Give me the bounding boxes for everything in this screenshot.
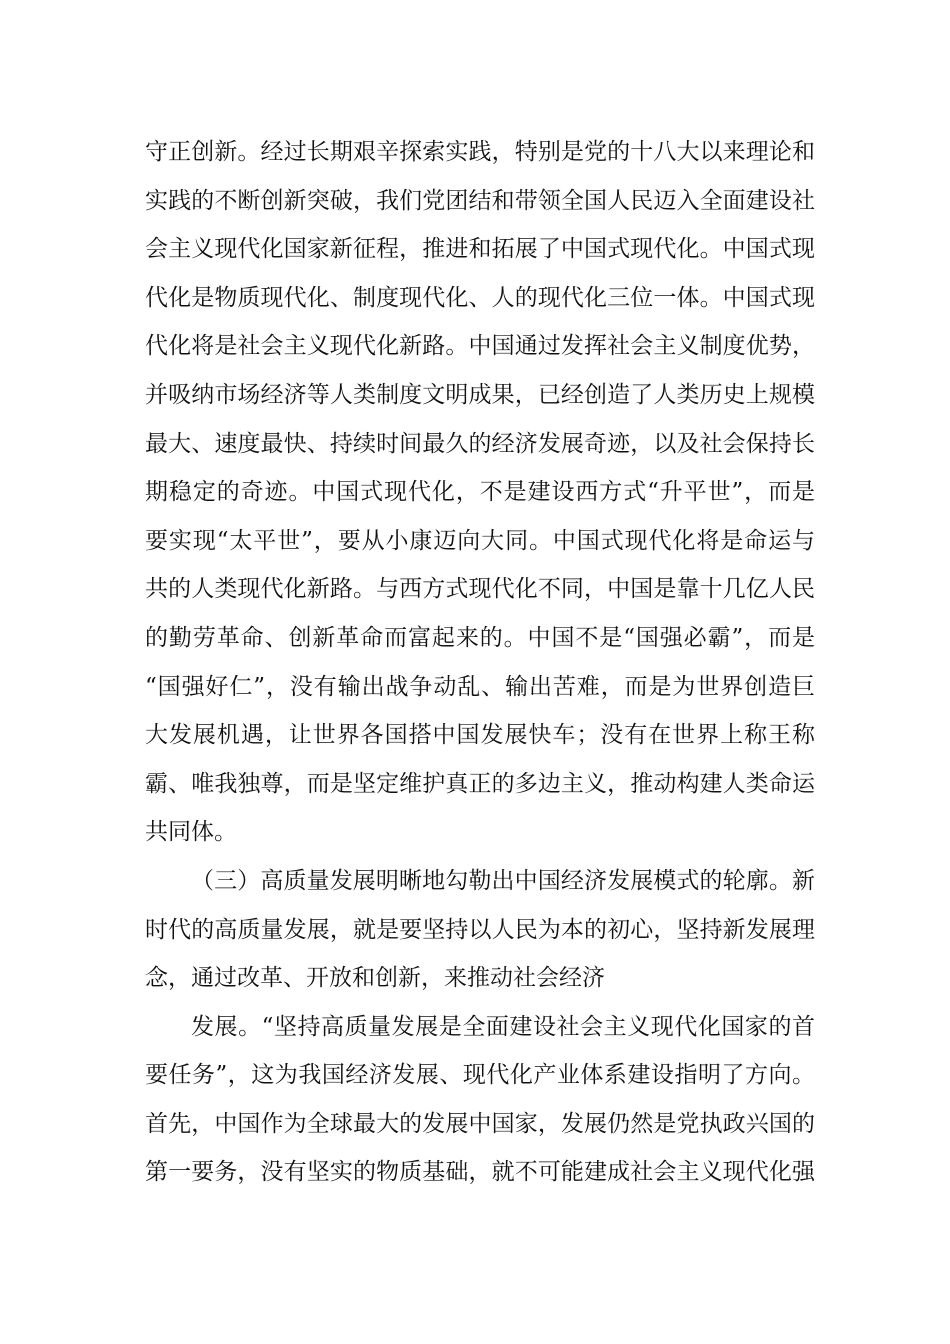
text-line: 最大、速度最快、持续时间最久的经济发展奇迹，以及社会保持长 (145, 430, 815, 457)
text-line: 要实现“太平世”，要从小康迈向大同。中国式现代化将是命运与 (145, 527, 815, 554)
document-body (145, 128, 815, 1197)
text-line: 霸、唯我独尊，而是坚定维护真正的多边主义，推动构建人类命运 (145, 770, 815, 797)
text-line: 共的人类现代化新路。与西方式现代化不同，中国是靠十几亿人民 (145, 576, 815, 603)
text-line: 会主义现代化国家新征程，推进和拓展了中国式现代化。中国式现 (145, 236, 815, 263)
text-line: 实践的不断创新突破，我们党团结和带领全国人民迈入全面建设社 (145, 187, 815, 214)
text-line: 首先，中国作为全球最大的发展中国家，发展仍然是党执政兴国的 (145, 1110, 815, 1137)
text-line: 共同体。 (145, 819, 237, 846)
text-line: 大发展机遇，让世界各国搭中国发展快车；没有在世界上称王称 (145, 722, 815, 749)
text-line: 的勤劳革命、创新革命而富起来的。中国不是“国强必霸”，而是 (145, 624, 815, 651)
text-line: 并吸纳市场经济等人类制度文明成果，已经创造了人类历史上规模 (145, 381, 815, 408)
text-line: “国强好仁”，没有输出战争动乱、输出苦难，而是为世界创造巨 (145, 673, 815, 700)
text-line: 念，通过改革、开放和创新，来推动社会经济 (145, 965, 605, 992)
text-line: 代化是物质现代化、制度现代化、人的现代化三位一体。中国式现 (145, 284, 815, 311)
text-line: 第一要务，没有坚实的物质基础，就不可能建成社会主义现代化强 (145, 1159, 815, 1186)
text-line: 代化将是社会主义现代化新路。中国通过发挥社会主义制度优势， (145, 333, 815, 360)
text-line: 守正创新。经过长期艰辛探索实践，特别是党的十八大以来理论和 (145, 139, 815, 165)
text-line: 期稳定的奇迹。中国式现代化，不是建设西方式“升平世”，而是 (145, 479, 815, 506)
text-line: 时代的高质量发展，就是要坚持以人民为本的初心，坚持新发展理 (145, 916, 815, 943)
text-line: 发展。“坚持高质量发展是全面建设社会主义现代化国家的首 (191, 1013, 815, 1040)
text-line: （三）高质量发展明晰地勾勒出中国经济发展模式的轮廓。新 (191, 867, 815, 894)
text-line: 要任务”，这为我国经济发展、现代化产业体系建设指明了方向。 (145, 1062, 815, 1089)
